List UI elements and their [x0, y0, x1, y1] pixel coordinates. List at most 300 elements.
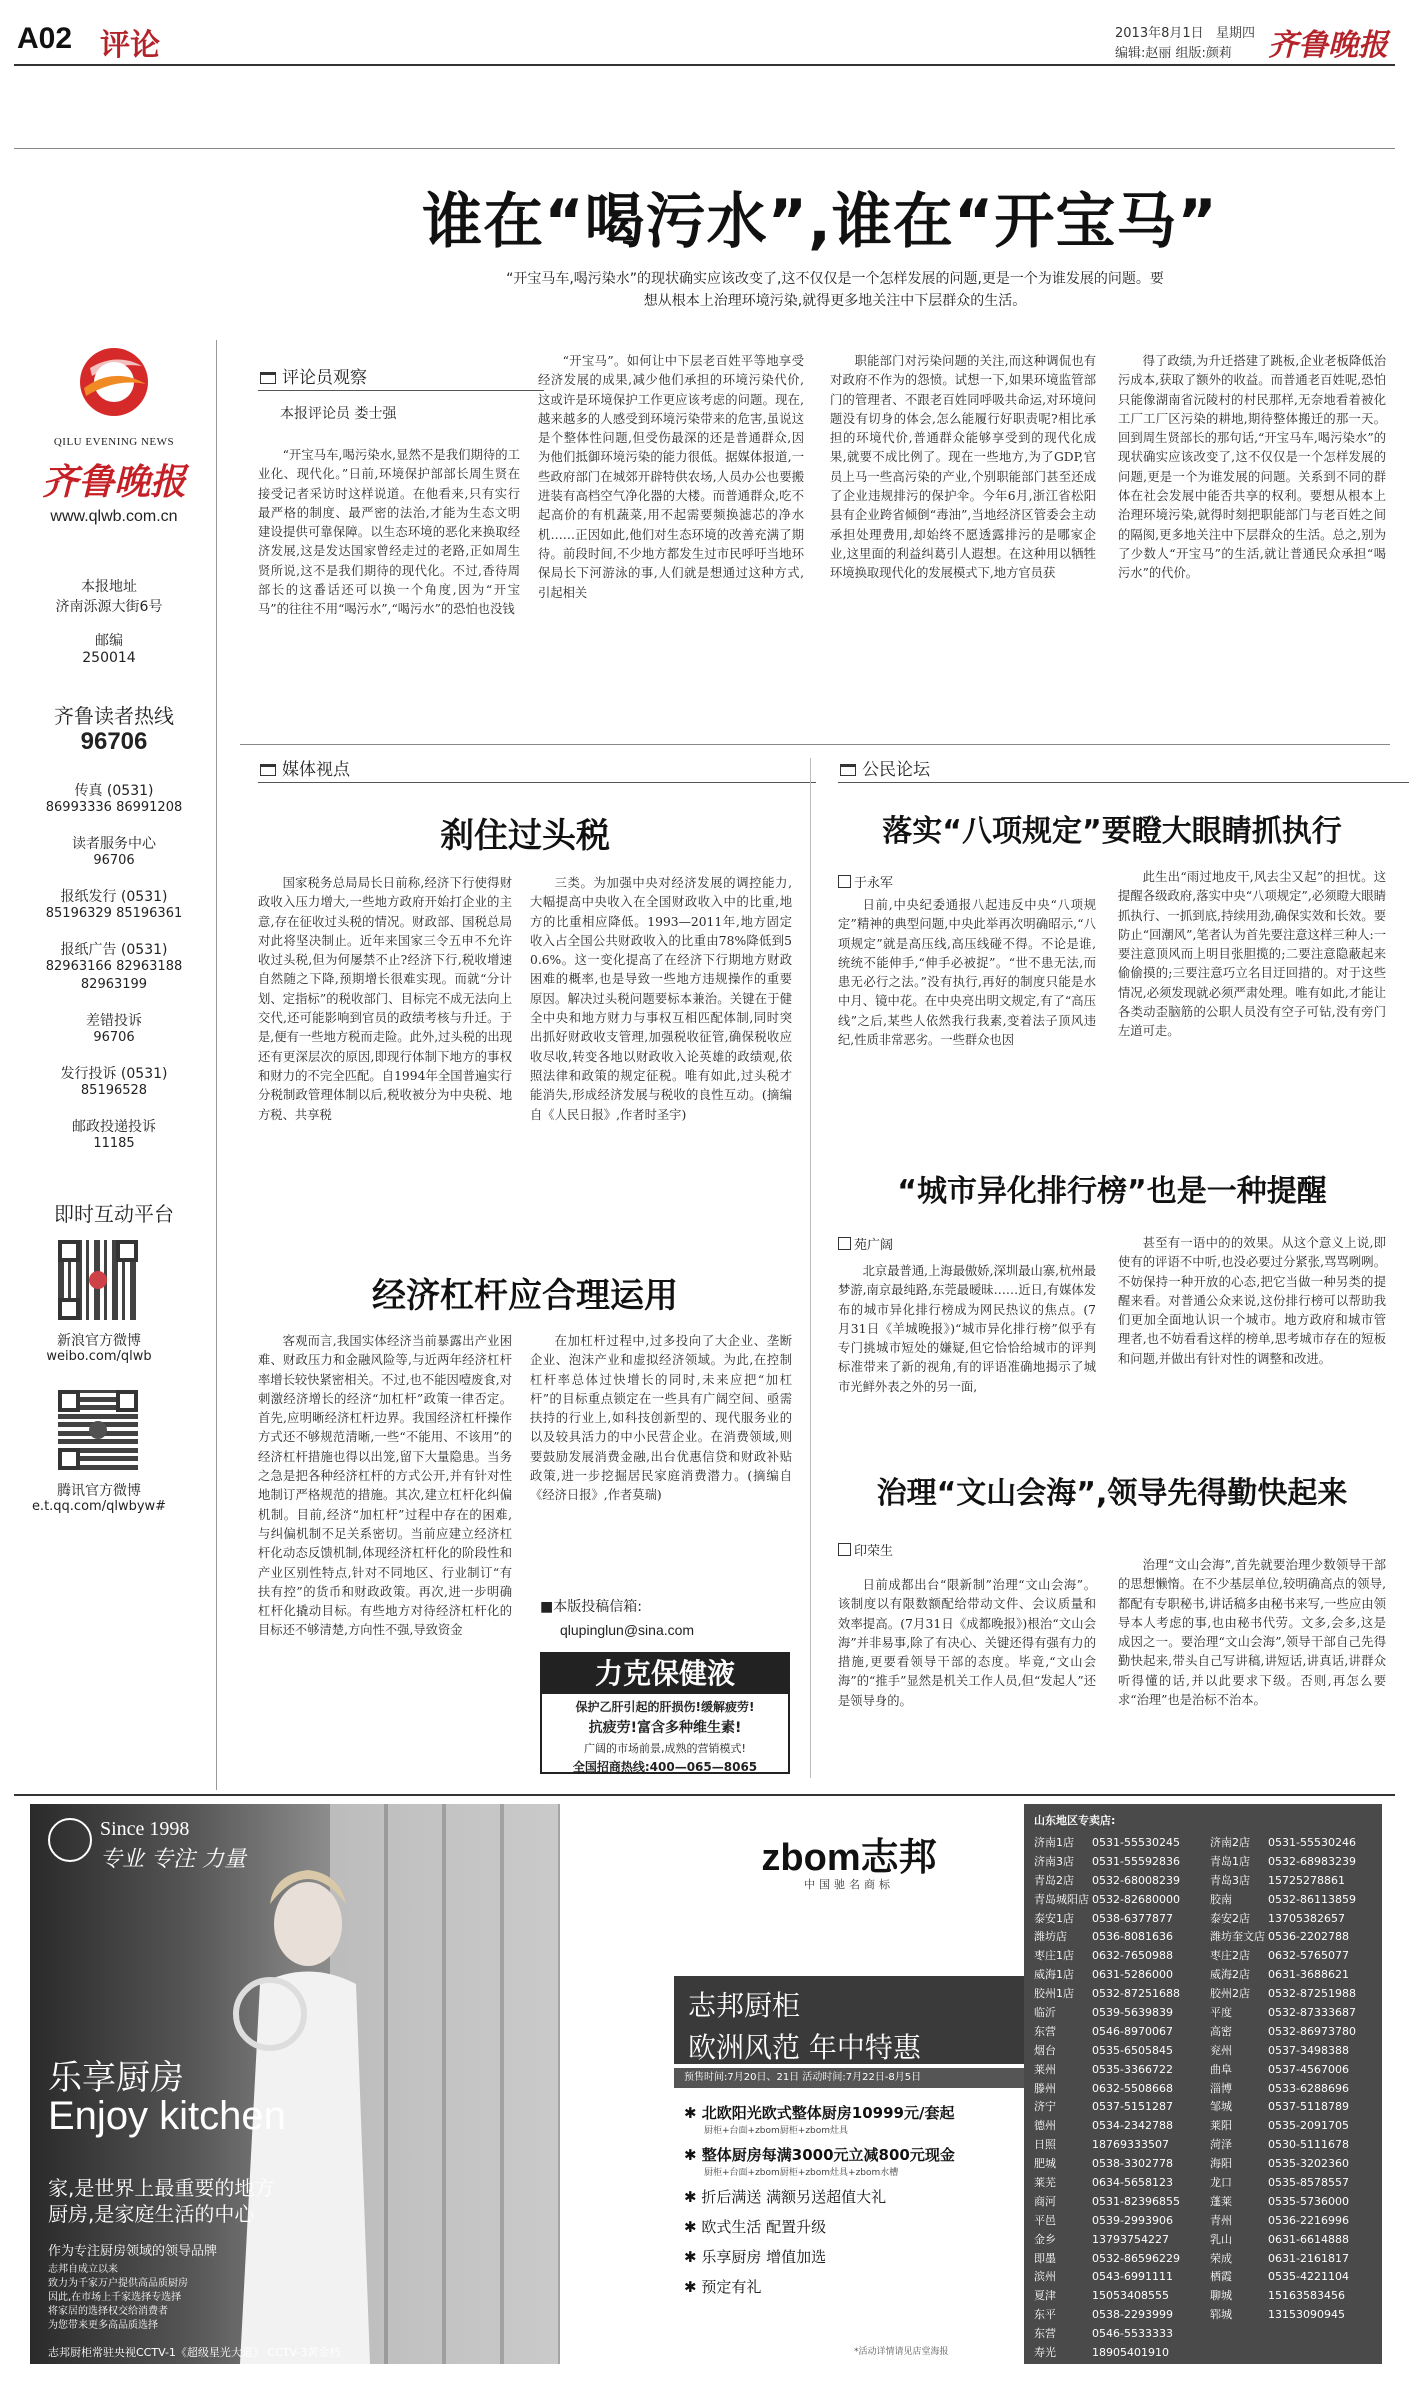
- store-row: [1210, 2174, 1380, 2193]
- ad-promo-panel: [674, 1804, 1024, 2364]
- citizen-article1-byline: [838, 872, 893, 891]
- health-ad[interactable]: [540, 1652, 790, 1774]
- ad-offers: [684, 2102, 1024, 2306]
- store-city: 平邑: [1034, 2213, 1056, 2227]
- store-phone: 0535-3202360: [1268, 2157, 1349, 2171]
- store-city: 莱阳: [1210, 2119, 1232, 2133]
- store-city: 东营: [1034, 2327, 1056, 2341]
- store-row: [1210, 2023, 1380, 2042]
- sina-weibo-url[interactable]: weibo.com/qlwb: [46, 1349, 152, 1364]
- store-row: [1034, 2268, 1204, 2287]
- store-phone: 0631-3688621: [1268, 1968, 1349, 1982]
- store-phone: 0535-2091705: [1268, 2119, 1349, 2133]
- main-deck: “开宝马车,喝污染水”的现状确实应该改变了,这不仅仅是一个怎样发展的问题,更是一个为谁发展的问题。要想从根本上治理环境污染,就得更多地关注中下层群众的生活。: [506, 271, 1164, 309]
- store-row: [1210, 2306, 1380, 2325]
- byline-box-icon: [838, 1237, 851, 1250]
- store-city: 寿光: [1034, 2346, 1056, 2360]
- ad-promo-period: 预售时间:7月20日、21日 活动时间:7月22日-8月5日: [674, 2068, 1024, 2088]
- lead-author: 本报评论员 娄士强: [280, 406, 397, 422]
- store-phone: 0546-5533333: [1092, 2327, 1173, 2341]
- hotline-label: 齐鲁读者热线: [54, 704, 174, 728]
- sidebar: [14, 340, 214, 1790]
- weekday-text: 星期四: [1216, 26, 1256, 41]
- store-phone: 0532-86973780: [1268, 2024, 1356, 2038]
- store-phone: 0532-87251688: [1092, 1987, 1180, 2001]
- store-row: [1210, 2042, 1380, 2061]
- store-city: 日照: [1034, 2138, 1056, 2152]
- star-icon: ✱: [684, 2248, 702, 2266]
- store-phone: 0535-6505845: [1092, 2043, 1173, 2057]
- distribution-label: 报纸发行 (0531): [60, 889, 168, 905]
- star-icon: ✱: [684, 2104, 702, 2122]
- store-phone: 0631-6614888: [1268, 2232, 1349, 2246]
- citizen-article2-col-1: 北京最普通,上海最傲娇,深圳最山寨,杭州最梦游,南京最纯路,东莞最暧昧……近日,有媒体发布的城市异化排行榜成为网民热议的焦点。(7月31日《羊城晚报》)“城市异化排行榜”似乎有专门挑城市短处的嫌疑,但它恰恰给城市的评判标准带来了新的视角,有的评语准确地揭示了城市光鲜外表之外的另一面,: [838, 1264, 1096, 1394]
- store-phone: 0537-5118789: [1268, 2100, 1349, 2114]
- store-city: 夏津: [1034, 2289, 1056, 2303]
- store-phone: 0537-5151287: [1092, 2100, 1173, 2114]
- media-column-label: 媒体视点: [282, 760, 350, 780]
- store-city: 枣庄2店: [1210, 1949, 1250, 1963]
- store-phone: 0634-5658123: [1092, 2176, 1173, 2190]
- ads-label: 报纸广告 (0531): [60, 942, 168, 958]
- store-phone: 0531-82396855: [1092, 2194, 1180, 2208]
- citizen-article1-col-2: 此生出“雨过地皮干,风去尘又起”的担忧。这提醒各级政府,落实中央“八项规定”,必须瞪大眼睛抓执行、一抓到底,持续用劲,确保实效和长效。要防止“回潮风”,笔者认为首先要注意这样三种人:一要注意顶风而上明目张胆揽的;二要注意隐蔽起来偷偷摸的;三要注意巧立名目迂回措的。对于这些情况,必须发现就必须严肃处理。唯有如此,才能让各类动歪脑筋的公职人员没有空子可钻,没有旁门左道可走。: [1118, 870, 1386, 1039]
- logo-chinese: 齐鲁晚报: [41, 462, 186, 503]
- store-city: 肥城: [1034, 2157, 1056, 2171]
- store-row: [1034, 2023, 1204, 2042]
- store-phone: 0532-87333687: [1268, 2006, 1356, 2020]
- ad-small-2: 志邦自成立以来: [48, 2264, 118, 2275]
- store-row: [1210, 2268, 1380, 2287]
- store-city: 临沂: [1034, 2006, 1056, 2020]
- hotline-number: 96706: [80, 728, 148, 755]
- citizen-column-label: 公民论坛: [862, 760, 930, 780]
- store-phone: 0535-4221104: [1268, 2270, 1349, 2284]
- ad-brand-logo: zbom志邦: [761, 1837, 937, 1879]
- health-ad-line1: 保护乙肝引起的肝损伤!缓解疲劳!: [575, 1700, 755, 1714]
- store-phone: 0532-86113859: [1268, 1892, 1356, 1906]
- header: [0, 0, 1409, 70]
- page-code: A02: [17, 22, 73, 55]
- store-city: 青岛城阳店: [1034, 1892, 1089, 1906]
- website-link[interactable]: www.qlwb.com.cn: [50, 508, 178, 525]
- ad-promo-note: *活动详情请见店堂海报: [854, 2347, 949, 2357]
- star-icon: ✱: [684, 2188, 702, 2206]
- store-city: 泰安1店: [1034, 1911, 1074, 1925]
- store-phone: 0535-5736000: [1268, 2194, 1349, 2208]
- store-phone: 0632-5765077: [1268, 1949, 1349, 1963]
- store-row: [1034, 2325, 1204, 2344]
- sina-weibo-label: 新浪官方微博: [57, 1333, 141, 1349]
- offer-item: [684, 2144, 1024, 2186]
- store-row: [1034, 1947, 1204, 1966]
- store-phone: 15725278861: [1268, 1873, 1345, 1887]
- store-phone: 0539-2993906: [1092, 2213, 1173, 2227]
- store-phone: 0538-6377877: [1092, 1911, 1173, 1925]
- submit-email[interactable]: qlupinglun@sina.com: [560, 1622, 695, 1638]
- store-phone: 15053408555: [1092, 2289, 1169, 2303]
- store-city: 乳山: [1210, 2232, 1232, 2246]
- store-city: 高密: [1210, 2024, 1232, 2038]
- store-row: [1210, 2287, 1380, 2306]
- stores-title: 山东地区专卖店:: [1034, 1814, 1116, 1827]
- health-ad-line3: 广阔的市场前景,成熟的营销模式!: [584, 1742, 746, 1755]
- store-city: 德州: [1034, 2119, 1056, 2133]
- store-row: [1210, 2136, 1380, 2155]
- store-phone: 0543-6991111: [1092, 2270, 1173, 2284]
- store-row: [1034, 2231, 1204, 2250]
- store-city: 济南3店: [1034, 1854, 1074, 1868]
- store-city: 淄博: [1210, 2081, 1232, 2095]
- store-row: [1210, 2212, 1380, 2231]
- store-row: [1034, 2004, 1204, 2023]
- offer-item: [684, 2246, 1024, 2276]
- store-city: 海阳: [1210, 2157, 1232, 2171]
- store-row: [1034, 2287, 1204, 2306]
- paper-logo-icon: [76, 344, 152, 420]
- store-phone: 0532-87251988: [1268, 1987, 1356, 2001]
- ad-small-5: 将家居的选择权交给消费者: [48, 2306, 168, 2317]
- address-label: 本报地址: [81, 579, 137, 595]
- store-row: [1210, 1928, 1380, 1947]
- store-row: [1210, 2004, 1380, 2023]
- store-city: 胶州1店: [1034, 1987, 1074, 2001]
- ad-footer: 志邦厨柜常驻央视CCTV-1《超级星光大道》 CCTV-3黄金档: [48, 2346, 341, 2359]
- stores-left-list: [1034, 1834, 1204, 2363]
- health-ad-line2: 抗疲劳!富含多种维生素!: [588, 1720, 742, 1736]
- store-city: 商河: [1034, 2194, 1056, 2208]
- ads: 82963166 82963188: [45, 959, 183, 974]
- lead-column-head: [258, 366, 544, 391]
- lead-col-2: “开宝马”。如何让中下层老百姓平等地享受经济发展的成果,减少他们承担的环境污染代价,这或许是环境保护工作更应该考虑的问题。现在,越来越多的人感受到环境污染带来的危害,虽说这是个整体性问题,但受伤最深的还是普通群众,因为他们抵御环境污染的能力很低。据媒体报道,一些政府部门在城郊开辟特供农场,人员办公也要搬进装有高档空气净化器的大楼。而普通群众,吃不起高价的有机蔬菜,用不起需要频换滤芯的净水机……正因如此,他们对生态环境的改善充满了期待。前段时间,不少地方都发生过市民呼吁当地环保局长下河游泳的事,人们就是想通过这种方式,引起相关: [538, 354, 804, 600]
- store-row: [1210, 1966, 1380, 1985]
- store-city: 青州: [1210, 2213, 1232, 2227]
- store-row: [1210, 2117, 1380, 2136]
- store-phone: 13153090945: [1268, 2308, 1345, 2322]
- offer-main: 乐享厨房 增值加选: [701, 2248, 827, 2266]
- store-row: [1210, 2080, 1380, 2099]
- store-city: 荣成: [1210, 2251, 1232, 2265]
- star-icon: ✱: [684, 2218, 702, 2236]
- store-city: 聊城: [1210, 2289, 1232, 2303]
- store-row: [1210, 1891, 1380, 1910]
- header-rule: [14, 64, 1395, 66]
- store-phone: 0535-8578557: [1268, 2176, 1349, 2190]
- store-phone: 0532-68983239: [1268, 1854, 1356, 1868]
- store-phone: 0531-55530246: [1268, 1836, 1356, 1849]
- stores-right-list: [1210, 1834, 1380, 2325]
- store-city: 滨州: [1034, 2270, 1056, 2284]
- store-phone: 0537-3498388: [1268, 2043, 1349, 2057]
- store-row: [1210, 2061, 1380, 2080]
- store-row: [1034, 2193, 1204, 2212]
- post: 11185: [93, 1136, 135, 1151]
- article2-col-1: 客观而言,我国实体经济当前暴露出产业困难、财政压力和金融风险等,与近两年经济杠杆率增长较快紧密相关。不过,也不能因噎废食,对刺激经济增长的经济“加杠杆”政策一律否定。首先,应明晰经济杠杆边界。我国经济杠杆操作方式还不够规范清晰,一些“不能用、不该用”的经济杠杆措施也得以出笼,留下大量隐患。当务之急是把各种经济杠杆的方式公开,并有针对性地制订严格规范的措施。其次,建立杠杆化纠偏机制。目前,经济“加杠杆”过程中存在的困难,与纠偏机制不足关系密切。当前应建立经济杠杆化动态反馈机制,体现经济杠杆化的阶段性和产业区别性特点,针对不同地区、行业制订“有扶有控”的货币和财政政策。再次,进一步明确杠杆化撬动目标。有些地方对待经济杠杆化的目标还不够清楚,方向性不强,导致资金: [258, 1334, 512, 1638]
- offer-sub: 厨柜+台面+zbom厨柜+zbom灶具+zbom水槽: [704, 2168, 899, 2178]
- store-city: 蓬莱: [1210, 2194, 1232, 2208]
- dist-complaint-label: 发行投诉 (0531): [60, 1066, 168, 1082]
- fax-label: 传真 (0531): [74, 783, 154, 799]
- health-ad-line4: 全国招商热线:400—065—8065: [572, 1760, 758, 1774]
- store-phone: 13705382657: [1268, 1911, 1345, 1925]
- store-city: 莱州: [1034, 2062, 1056, 2076]
- offer-item: [684, 2186, 1024, 2216]
- store-phone: 0530-5111678: [1268, 2138, 1349, 2152]
- offer-main: 整体厨房每满3000元立减800元现金: [701, 2146, 955, 2164]
- store-row: [1034, 2117, 1204, 2136]
- sidebar-divider: [216, 340, 217, 1790]
- store-city: 邹城: [1210, 2100, 1232, 2114]
- main-headline: 谁在“喝污水”,谁在“开宝马”: [422, 187, 1218, 257]
- store-row: [1210, 2193, 1380, 2212]
- health-ad-brand: 力克保健液: [542, 1654, 788, 1694]
- store-row: [1210, 2098, 1380, 2117]
- logo-english: QILU EVENING NEWS: [53, 436, 175, 448]
- ad-tagline-2: 厨房,是家庭生活的中心: [48, 2202, 255, 2226]
- store-phone: 0534-2342788: [1092, 2119, 1173, 2133]
- ads2: 82963199: [80, 977, 148, 992]
- store-phone: 0535-3366722: [1092, 2062, 1173, 2076]
- store-city: 曲阜: [1210, 2062, 1232, 2076]
- submit-info: [540, 1596, 790, 1638]
- store-city: 栖霞: [1210, 2270, 1232, 2284]
- article1-col-1: 国家税务总局局长日前称,经济下行使得财政收入压力增大,一些地方政府开始打企业的主意,存在征收过头税的情况。财政部、国税总局对此将坚决制止。近年来国家三令五申不允许收过头税,但为何屡禁不止?经济下行,税收增速自然随之下降,预期增长很难实现。而就“分计划、定指标”的税收部门、目标完不成无法向上交代,还可能影响到官员的政绩考核与升迁。于是,便有一些地方税而走险。此外,过头税的出现还有更深层次的原因,即现行体制下地方的事权和财力的不完全匹配。自1994年全国普遍实行分税制政管理体制以后,税收被分为中央税、地方税、共享税: [258, 876, 512, 1122]
- store-city: 东营: [1034, 2024, 1056, 2038]
- store-row: [1034, 1966, 1204, 1985]
- store-row: [1034, 2250, 1204, 2269]
- star-icon: ✱: [684, 2146, 702, 2164]
- article1-col-2: 三类。为加强中央对经济发展的调控能力,大幅提高中央收入在全国财政收入中的比重,地方的比重相应降低。1993—2011年,地方固定收入占全国公共财政收入的比重由78%降低到50.6%。这一变化提高了在经济下行期地方财政困难的概率,也是导致一些地方违规操作的重要原因。解决过头税问题要标本兼治。关键在于健全中央和地方财力与事权互相匹配体制,同时突出抓好财政收支管理,加强税收征管,确保税收应收尽收,转变各地以财政收入论英雄的政绩观,依照法律和政策的规定征税。唯有如此,过头税才能消失,形成经济发展与税收的良性互动。(摘编自《人民日报》,作者时圣宇): [530, 876, 792, 1122]
- ad-small-4: 因此,在市场上千家选择专选择: [48, 2292, 182, 2303]
- store-row: [1034, 1872, 1204, 1891]
- store-city: 莱芜: [1034, 2176, 1056, 2190]
- top-section-rule: [14, 148, 1395, 149]
- header-date: [1115, 22, 1255, 41]
- store-phone: 0538-3302778: [1092, 2157, 1173, 2171]
- byline-box-icon: [838, 875, 851, 888]
- store-row: [1034, 2155, 1204, 2174]
- tencent-qr-code[interactable]: [58, 1390, 138, 1470]
- ad-promo-banner: [674, 1976, 1024, 2064]
- store-phone: 0631-5286000: [1092, 1968, 1173, 1982]
- store-city: 青岛1店: [1210, 1854, 1250, 1868]
- store-phone: 0531-55592836: [1092, 1854, 1180, 1868]
- lead-col-3: 职能部门对污染问题的关注,而这种调侃也有对政府不作为的怨愤。试想一下,如果环境监管部门的管理者、不跟老百姓同呼吸共命运,对环境问题没有切身的体会,怎么能履行好职责呢?相比承担的环境代价,普通群众能够享受到的现代化成果,就要不成比例了。现在一些地方,为了GDP,官员上马一些高污染的产业,个别职能部门甚至还成了企业违规排污的保护伞。今年6月,浙江省松阳县有企业跨省倾倒“毒油”,当地经济区管委会主动承担处理费用,却始终不愿透露排污的是哪家企业,这里面的利益纠葛引人遐想。在这种用以牺牲环境换取现代化的发展模式下,地方官员获: [830, 354, 1096, 581]
- store-row: [1210, 1872, 1380, 1891]
- store-phone: 0532-82680000: [1092, 1892, 1180, 1906]
- store-city: 滕州: [1034, 2081, 1056, 2095]
- date-text: 2013年8月1日: [1115, 26, 1204, 41]
- store-row: [1210, 2155, 1380, 2174]
- editors: 编辑:赵丽 组版:颜莉: [1115, 46, 1232, 61]
- citizen-article3-title: 治理“文山会海”,领导先得勤快起来: [876, 1476, 1348, 1511]
- citizen-article3-col-2: 治理“文山会海”,首先就要治理少数领导干部的思想懒惰。在不少基层单位,较明确高点的领导,都配有专职秘书,讲话稿多由秘书来写,一些应由领导本人考虑的事,也由秘书代劳。文多,会多,这是成因之一。要治理“文山会海”,领导干部自己先得勤快起来,带头自己写讲稿,讲短话,讲真话,讲群众听得懂的话,并以此要求下级。否则,再怎么要求“治理”也是治标不治本。: [1118, 1558, 1386, 1708]
- ad-photo-panel: [30, 1804, 560, 2364]
- article1-title: 刹住过头税: [440, 816, 610, 856]
- store-city: 兖州: [1210, 2043, 1232, 2057]
- store-phone: 0537-4567006: [1268, 2062, 1349, 2076]
- store-phone: 0631-2161817: [1268, 2251, 1349, 2265]
- article2-col-2: 在加杠杆过程中,过多投向了大企业、垄断企业、泡沫产业和虚拟经济领域。为此,在控制杠杆率总体过快增长的同时,未来应把“加杠杆”的目标重点锁定在一些具有广阔空间、亟需扶持的行业上,如科技创新型的、现代服务业的以及较具活力的中小民营企业。在消费领域,则要鼓励发展消费金融,出台优惠信贷和财政补贴政策,进一步挖掘居民家庭消费潜力。(摘编自《经济日报》,作者莫瑞): [530, 1334, 792, 1503]
- store-row: [1034, 2061, 1204, 2080]
- store-row: [1210, 2250, 1380, 2269]
- offer-main: 折后满送 满额另送超值大礼: [701, 2188, 887, 2206]
- sina-qr-code[interactable]: [58, 1240, 138, 1320]
- store-city: 潍坊店: [1034, 1930, 1067, 1944]
- interactive-title: 即时互动平台: [54, 1202, 174, 1226]
- store-row: [1034, 2174, 1204, 2193]
- store-row: [1210, 1834, 1380, 1853]
- store-row: [1034, 2306, 1204, 2325]
- store-city: 平度: [1210, 2006, 1232, 2020]
- column-box-icon: [840, 764, 856, 776]
- citizen-article1-title: 落实“八项规定”要瞪大眼睛抓执行: [882, 814, 1342, 849]
- column-divider: [810, 758, 811, 1778]
- ad-promo-title-2: 欧洲风范 年中特惠: [688, 2031, 921, 2064]
- distribution: 85196329 85196361: [45, 906, 183, 921]
- citizen-article2-byline: [838, 1234, 893, 1253]
- ad-brand-sub: 中国驰名商标: [804, 1878, 894, 1891]
- store-phone: 0546-8970067: [1092, 2024, 1173, 2038]
- store-city: 威海1店: [1034, 1968, 1074, 1982]
- store-phone: 0533-6288696: [1268, 2081, 1349, 2095]
- store-city: 济南1店: [1034, 1836, 1074, 1849]
- ad-since: Since 1998: [100, 1818, 190, 1840]
- store-phone: 18905401910: [1092, 2346, 1169, 2360]
- ad-small-6: 为您带来更多高品质选择: [48, 2320, 158, 2331]
- offer-item: [684, 2276, 1024, 2306]
- column-box-icon: [260, 764, 276, 776]
- store-row: [1034, 2080, 1204, 2099]
- citizen-article3-byline: [838, 1540, 893, 1559]
- store-phone: 18769333507: [1092, 2138, 1169, 2152]
- lead-column-label: 评论员观察: [282, 368, 367, 388]
- tencent-weibo-url[interactable]: e.t.qq.com/qlwbyw#: [31, 1499, 167, 1514]
- fax: 86993336 86991208: [45, 800, 183, 815]
- store-city: 威海2店: [1210, 1968, 1250, 1982]
- store-row: [1034, 1834, 1204, 1853]
- store-city: 泰安2店: [1210, 1911, 1250, 1925]
- service: 96706: [93, 853, 135, 868]
- ad-promo-title-1: 志邦厨柜: [688, 1989, 801, 2022]
- ad-brand-emblem-icon: [48, 1818, 92, 1862]
- store-row: [1034, 2136, 1204, 2155]
- column-box-icon: [260, 372, 276, 384]
- offer-main: 预定有礼: [701, 2278, 762, 2296]
- complaint-label: 差错投诉: [86, 1013, 142, 1029]
- store-row: [1034, 2042, 1204, 2061]
- ad-tagline-1: 家,是世界上最重要的地方: [48, 2176, 275, 2200]
- store-phone: 0632-5508668: [1092, 2081, 1173, 2095]
- store-phone: 0632-7650988: [1092, 1949, 1173, 1963]
- media-column-head: [258, 758, 816, 783]
- store-row: [1210, 1985, 1380, 2004]
- citizen-article2-title: “城市异化排行榜”也是一种提醒: [897, 1174, 1327, 1209]
- store-phone: 13793754227: [1092, 2232, 1169, 2246]
- store-city: 胶州2店: [1210, 1987, 1250, 2001]
- store-city: 青岛3店: [1210, 1873, 1250, 1887]
- ad-small-1: 作为专注厨房领域的领导品牌: [48, 2244, 218, 2259]
- offer-sub: 厨柜+台面+zbom厨柜+zbom灶具: [704, 2126, 849, 2136]
- offer-item: [684, 2102, 1024, 2144]
- store-row: [1210, 2231, 1380, 2250]
- kitchen-ad[interactable]: [14, 1794, 1395, 2376]
- ad-title-cn: 乐享厨房: [48, 2058, 184, 2098]
- store-phone: 0532-68008239: [1092, 1873, 1180, 1887]
- store-phone: 15163583456: [1268, 2289, 1345, 2303]
- store-city: 济南2店: [1210, 1836, 1250, 1849]
- tencent-weibo-label: 腾讯官方微博: [57, 1483, 141, 1499]
- store-phone: 0539-5639839: [1092, 2006, 1173, 2020]
- store-phone: 0538-2293999: [1092, 2308, 1173, 2322]
- zip-label: 邮编: [95, 633, 123, 649]
- store-row: [1210, 1853, 1380, 1872]
- store-city: 胶南: [1210, 1892, 1232, 1906]
- citizen-article2-author: 苑广阔: [854, 1238, 894, 1253]
- store-row: [1034, 1928, 1204, 1947]
- service-label: 读者服务中心: [72, 836, 156, 852]
- address: 济南泺源大街6号: [55, 599, 163, 615]
- store-row: [1034, 1853, 1204, 1872]
- dist-complaint: 85196528: [80, 1083, 148, 1098]
- star-icon: ✱: [684, 2278, 702, 2296]
- post-label: 邮政投递投诉: [72, 1119, 156, 1135]
- store-row: [1034, 1910, 1204, 1929]
- store-row: [1034, 1985, 1204, 2004]
- lead-bottom-rule: [240, 744, 1390, 745]
- store-city: 龙口: [1210, 2176, 1232, 2190]
- store-phone: 0536-2216996: [1268, 2213, 1349, 2227]
- citizen-article1-author: 于永军: [854, 876, 894, 891]
- store-row: [1034, 2212, 1204, 2231]
- store-phone: 0532-86596229: [1092, 2251, 1180, 2265]
- store-row: [1034, 2098, 1204, 2117]
- store-city: 菏泽: [1210, 2138, 1232, 2152]
- store-row: [1034, 1891, 1204, 1910]
- ad-title-en: Enjoy kitchen: [48, 2094, 286, 2138]
- ad-stores-panel: [1024, 1804, 1382, 2364]
- ad-slogan: 专业 专注 力量: [100, 1847, 246, 1872]
- store-city: 即墨: [1034, 2251, 1056, 2265]
- offer-main: 欧式生活 配置升级: [701, 2218, 827, 2236]
- citizen-article3-col-1: 日前成都出台“限新制”治理“文山会海”。该制度以有限数额配给带动文件、会议质量和效率提高。(7月31日《成都晚报》)根治“文山会海”并非易事,除了有决心、关键还得有强有力的措施,更要看领导干部的态度。毕竟,“文山会海”的“推手”显然是机关工作人员,但“发起人”还是领导身的。: [838, 1578, 1096, 1708]
- zip: 250014: [82, 650, 136, 666]
- lead-col-4: 得了政绩,为升迁搭建了跳板,企业老板降低治污成本,获取了额外的收益。而普通老百姓呢,恐怕只能像湖南省沅陵村的村民那样,无奈地看着被化工厂工厂区污染的耕地,期待整体搬迁的那一天。回到周生贤部长的那句话,“开宝马车,喝污染水”的现状确实应该改变了,这不仅仅是一个怎样发展的问题,更是一个为谁发展的问题。关系到不同的群体在社会发展中能否共享的权利。要想从根本上治理环境污染,就得时刻把职能部门与老百姓之间的隔阂,更多地关注中下层群众的生活。总之,别为了少数人“开宝马”的生活,就让普通民众承担“喝污水”的代价。: [1118, 354, 1386, 581]
- store-city: 郓城: [1210, 2308, 1232, 2322]
- store-row: [1210, 1910, 1380, 1929]
- complaint: 96706: [93, 1030, 135, 1045]
- byline-box-icon: [838, 1543, 851, 1556]
- store-row: [1210, 1947, 1380, 1966]
- store-city: 青岛2店: [1034, 1873, 1074, 1887]
- store-phone: 0536-2202788: [1268, 1930, 1349, 1944]
- lead-col-1: “开宝马车,喝污染水,显然不是我们期待的工业化、现代化。”日前,环境保护部部长周生贤在接受记者采访时这样说道。在他看来,只有实行最严格的制度、最严密的法治,才能为生态文明建设提供可靠保障。以生态环境的恶化来换取经济发展,这是发达国家曾经走过的老路,正如周生贤所说,这不是我们期待的现代化。不过,香待周部长的这番话还可以换一个角度,因为“开宝马”的往往不用“喝污水”,“喝污水”的恐怕也没钱: [258, 448, 520, 617]
- ad-small-3: 致力为千家万户提供高品质厨房: [48, 2278, 188, 2289]
- article2-title: 经济杠杆应合理运用: [372, 1276, 678, 1316]
- store-row: [1034, 2344, 1204, 2363]
- header-paper-name: 齐鲁晚报: [1268, 28, 1388, 63]
- citizen-article2-col-2: 甚至有一语中的的效果。从这个意义上说,即使有的评语不中听,也没必要过分紧张,骂骂咧咧。不妨保持一种开放的心态,把它当做一种另类的提醒来看。对普通公众来说,这份排行榜可以帮助我们更加全面地认识一个城市。地方政府和城市管理者,也不妨看看这样的榜单,思考城市存在的短板和问题,并做出有针对性的调整和改进。: [1118, 1236, 1386, 1366]
- store-city: 济宁: [1034, 2100, 1056, 2114]
- store-phone: 0536-8081636: [1092, 1930, 1173, 1944]
- citizen-column-head: [838, 758, 1409, 783]
- store-city: 金乡: [1034, 2232, 1056, 2246]
- offer-main: 北欧阳光欧式整体厨房10999元/套起: [701, 2104, 955, 2122]
- section-title: 评论: [100, 28, 160, 63]
- store-phone: 0531-55530245: [1092, 1836, 1180, 1849]
- citizen-article1-col-1: 日前,中央纪委通报八起违反中央“八项规定”精神的典型问题,中央此举再次明确昭示,“八项规定”就是高压线,高压线碰不得。不论是谁,统统不能伸手,“伸手必被捉”。“世不患无法,而患无必行之法。”没有执行,再好的制度只能是水中月、镜中花。在中央亮出明文规定,有了“高压线”之后,某些人依然我行我素,变着法子顶风违纪,性质非常恶劣。一些群众也因: [838, 898, 1096, 1048]
- citizen-article3-author: 印荣生: [854, 1544, 894, 1559]
